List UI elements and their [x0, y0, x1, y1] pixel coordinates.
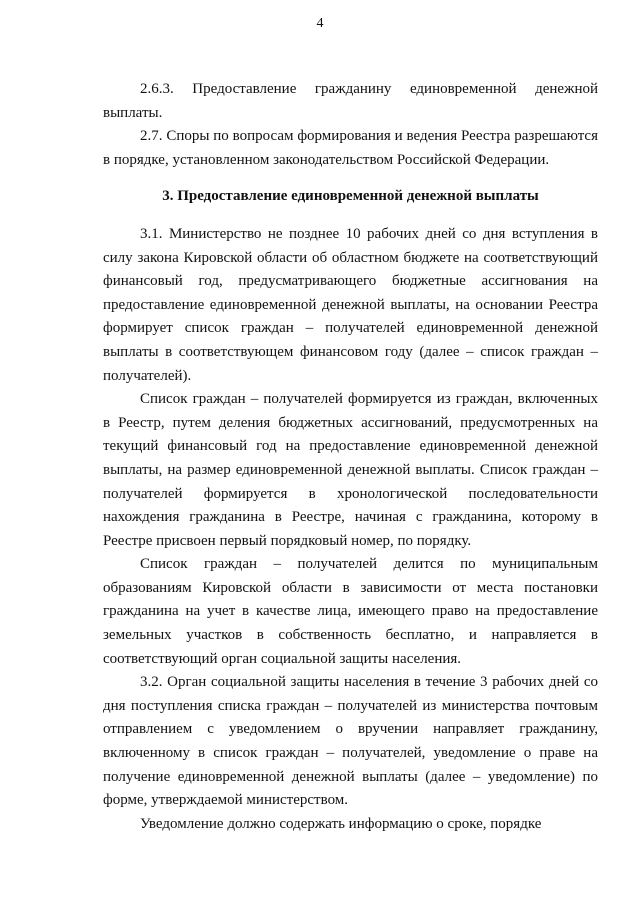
- page-number: 4: [316, 16, 324, 31]
- paragraph-2-7: 2.7. Споры по вопросам формирования и ведения Реестра разрешаются в порядке, установленном законодательством Российской Федерации.: [103, 128, 598, 168]
- paragraph-3-1-list-formation: Список граждан – получателей формируется из граждан, включенных в Реестр, путем деления бюджетных ассигнований, предусмотренных на текущий финансовый год на предоставление единовременной денежной выплаты, на размер единовременной денежной выплаты. Список граждан – получателей формируется в хронологической последовательности нахождения гражданина в Реестре, начиная с гражданина, которому в Реестре присвоен первый порядковый номер, по порядку.: [103, 391, 598, 549]
- paragraph-3-1: 3.1. Министерство не позднее 10 рабочих дней со дня вступления в силу закона Кировской области об областном бюджете на соответствующий финансовый год, предусматривающего бюджетные ассигнования на предоставление единовременной денежной выплаты, на основании Реестра формирует список граждан – получателей единовременной денежной выплаты в соответствующем финансовом году (далее – список граждан – получателей).: [103, 225, 598, 384]
- paragraph-3-2-notice: Уведомление должно содержать информацию о сроке, порядке: [140, 815, 542, 832]
- document-body: [103, 78, 598, 836]
- paragraph-2-6-3: 2.6.3. Предоставление гражданину единовременной денежной выплаты.: [103, 81, 598, 121]
- section-3-heading: 3. Предоставление единовременной денежной выплаты: [162, 188, 539, 205]
- paragraph-3-1-list-division: Список граждан – получателей делится по муниципальным образованиям Кировской области в зависимости от места постановки гражданина на учет в качестве лица, имеющего право на предоставление земельных участков в собственность бесплатно, и направляется в соответствующий орган социальной защиты населения.: [103, 556, 598, 667]
- paragraph-3-2: 3.2. Орган социальной защиты населения в течение 3 рабочих дней со дня поступления списка граждан – получателей из министерства почтовым отправлением с уведомлением о вручении направляет гражданину, включенному в список граждан – получателей, уведомление о праве на получение единовременной денежной выплаты (далее – уведомление) по форме, утверждаемой министерством.: [103, 674, 598, 809]
